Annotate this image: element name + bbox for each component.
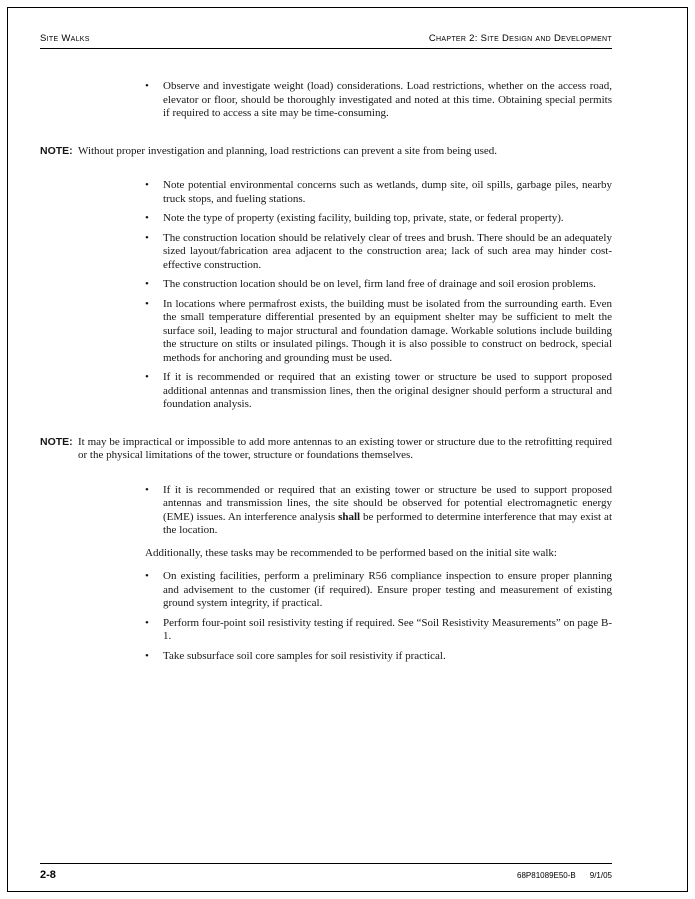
list-item-text [163, 484, 612, 538]
list-item [40, 80, 612, 121]
list-item-text-pre: If it is recommended or required that an existing tower or structure be used to support proposed antennas and transmission lines, the site should be observed for potential electromagnetic energy (EME) issues. An interference analysis [163, 483, 612, 523]
header-section-title: Site Walks [40, 33, 90, 44]
body-paragraph: Additionally, these tasks may be recommended to be performed based on the initial site walk: [145, 546, 557, 559]
footer-doc-info [517, 871, 612, 880]
list-item-text: Perform four-point soil resistivity testing if required. See “Soil Resistivity Measurements” on page B-1. [163, 616, 612, 642]
note-label: NOTE: [40, 435, 73, 448]
bullet-icon: • [145, 616, 149, 629]
list-item [40, 650, 612, 664]
bullet-icon: • [145, 649, 149, 662]
footer-date: 9/1/05 [589, 871, 612, 880]
footer-doc-id: 68P81089E50-B [517, 871, 576, 880]
list-item-text: In locations where permafrost exists, the building must be isolated from the surrounding earth. Even the small temperature differential presented by an equipment shelter may be sufficient to melt the surface soil, leading to major structural and foundation damage. Workable solutions include building the structure on stilts or insulated pilings. Though it is also possible to construct on bedrock, special methods for anchoring and grounding must be used. [163, 297, 612, 364]
list-item [40, 617, 612, 644]
list-item-text: Observe and investigate weight (load) considerations. Load restrictions, whether on the access road, elevator or floor, should be thoroughly investigated and noted at this time. Obtaining special permits if required to access a site may be time-consuming. [163, 80, 612, 119]
page-number: 2-8 [40, 869, 56, 881]
bullet-icon: • [145, 231, 149, 244]
list-item-text-post: be performed to determine interference that may exist at the location. [163, 510, 612, 536]
list-item [40, 298, 612, 366]
list-item [40, 179, 612, 206]
note-block-2 [40, 436, 612, 463]
list-item-text: The construction location should be on level, firm land free of drainage and soil erosion problems. [163, 278, 596, 290]
list-item-text: Note potential environmental concerns such as wetlands, dump site, oil spills, garbage piles, nearby truck stops, and fueling stations. [163, 179, 612, 205]
bullet-icon: • [145, 179, 149, 191]
bullet-icon: • [145, 371, 149, 383]
page-header [40, 33, 612, 49]
bullet-icon: • [145, 297, 149, 310]
list-item-text: The construction location should be relatively clear of trees and brush. There should be an adequately sized layout/fabrication area adjacent to the construction area; lack of such area may hinder cost-effective construction. [163, 231, 612, 271]
bullet-icon: • [145, 80, 149, 92]
list-item [40, 484, 612, 538]
bullet-list-3 [40, 484, 612, 538]
bullet-list-2 [40, 179, 612, 412]
bullet-icon: • [145, 570, 149, 582]
bullet-icon: • [145, 483, 149, 496]
bullet-list-1 [40, 80, 612, 121]
list-item-text-bold: shall [338, 510, 361, 523]
list-item [40, 212, 612, 226]
list-item-text: Note the type of property (existing facility, building top, private, state, or federal property). [163, 212, 564, 224]
page-content [40, 72, 612, 669]
list-item [40, 371, 612, 412]
bullet-icon: • [145, 212, 149, 224]
note-label: NOTE: [40, 144, 73, 157]
list-item-text: Take subsurface soil core samples for soil resistivity if practical. [163, 649, 446, 662]
bullet-list-4 [40, 570, 612, 663]
list-item [40, 570, 612, 611]
page-footer [40, 863, 612, 881]
list-item-text: If it is recommended or required that an existing tower or structure be used to support proposed additional antennas and transmission lines, then the original designer should perform a structural and foundation analysis. [163, 371, 612, 410]
list-item-text: On existing facilities, perform a preliminary R56 compliance inspection to ensure proper planning and advisement to the customer (if required). Ensure proper testing and measurement of existing ground system integrity, if practical. [163, 570, 612, 609]
note-text: Without proper investigation and planning, load restrictions can prevent a site from being used. [78, 144, 497, 157]
note-block-1 [40, 145, 612, 159]
bullet-icon: • [145, 278, 149, 290]
header-chapter-title: Chapter 2: Site Design and Development [428, 33, 612, 44]
list-item [40, 232, 612, 273]
note-text: It may be impractical or impossible to add more antennas to an existing tower or structure due to the retrofitting required or the physical limitations of the tower, structure or foundations themselves. [78, 435, 612, 461]
list-item [40, 278, 612, 292]
